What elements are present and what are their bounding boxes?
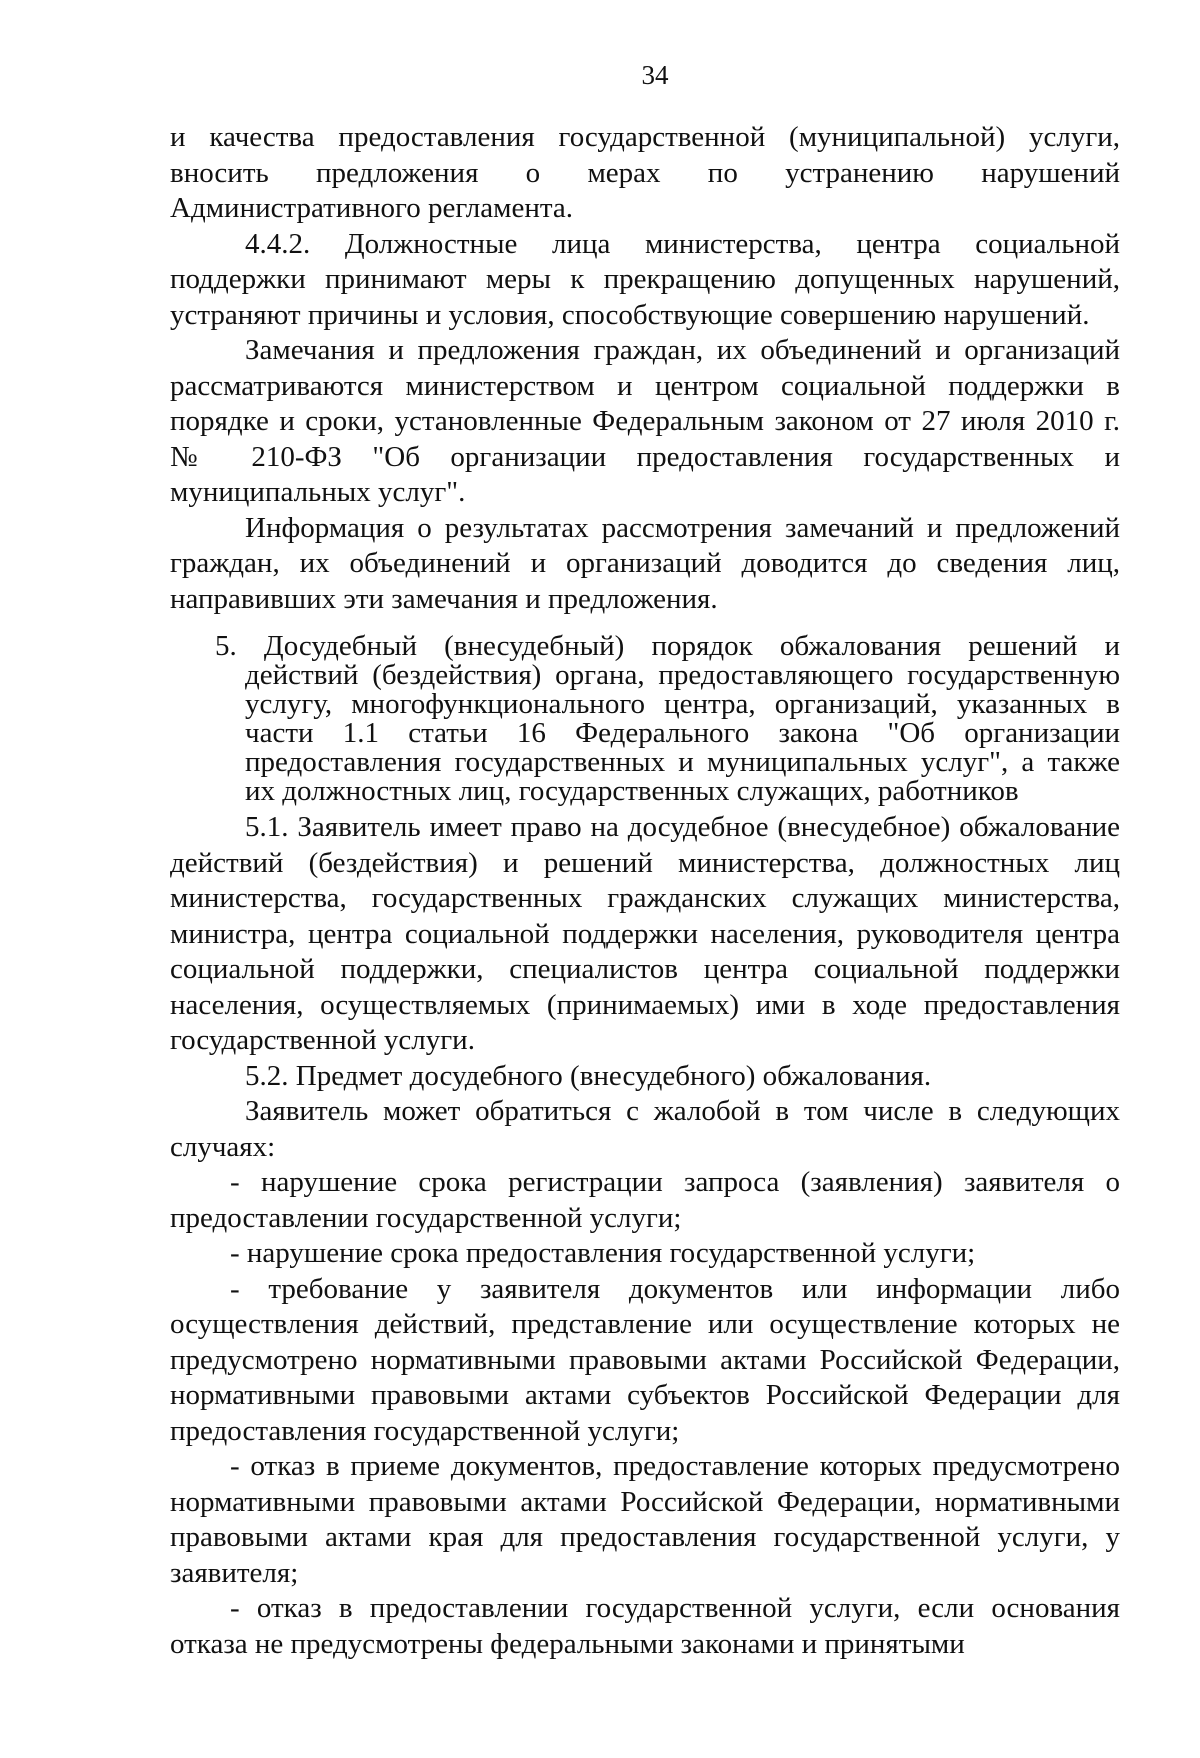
list-item: - отказ в предоставлении государственной услуги, если основания отказа не предусмотрены федеральными законами и принятыми [170,1592,1120,1660]
list-item: - отказ в приеме документов, предоставление которых предусмотрено нормативными правовыми актами Российской Федерации, нормативными правовыми актами края для предоставления государственной услуги, у заявителя; [170,1450,1120,1589]
paragraph-remarks: Замечания и предложения граждан, их объединений и организаций рассматриваются министерством и центром социальной поддержки в порядке и сроки, установленные Федеральным законом от 27 июля 2010 г. № 210-ФЗ "Об организации предоставления государственных и муниципальных услуг". [170,334,1120,508]
paragraph-info: Информация о результатах рассмотрения замечаний и предложений граждан, их объединений и организаций доводится до сведения лиц, направивших эти замечания и предложения. [170,511,1120,615]
paragraph-cases-intro: Заявитель может обратиться с жалобой в том числе в следующих случаях: [170,1095,1120,1163]
list-item: - нарушение срока предоставления государственной услуги; [230,1237,976,1269]
list-item: - требование у заявителя документов или информации либо осуществления действий, представление или осуществление которых не предусмотрено нормативными правовыми актами Российской Федерации, нормативными правовыми актами субъектов Российской Федерации для предоставления государственной услуги; [170,1272,1120,1447]
section-5-heading [215,630,1121,807]
section-4-text [170,120,1120,617]
paragraph-continuation: и качества предоставления государственной (муниципальной) услуги, вносить предложения о мерах по устранению нарушений Административного регламента. [170,121,1120,224]
paragraph-5-2: 5.2. Предмет досудебного (внесудебного) обжалования. [245,1059,932,1092]
paragraph-4-4-2: 4.4.2. Должностные лица министерства, центра социальной поддержки принимают меры к прекращению допущенных нарушений, устраняют причины и условия, способствующие совершению нарушений. [170,227,1120,331]
section-5-heading-text: Досудебный (внесудебный) порядок обжалования решений и действий (бездействия) органа, предоставляющего государственную услугу, многофункционального центра, организаций, указанных в части 1.1 статьи 16 Федерального закона "Об организации предоставления государственных и муниципальных услуг", а также их должностных лиц, государственных служащих, работников [245,630,1121,807]
page-number: 34 [641,60,669,90]
section-5-text [170,810,1120,1662]
list-item: - нарушение срока регистрации запроса (заявления) заявителя о предоставлении государственной услуги; [170,1166,1120,1234]
paragraph-5-1: 5.1. Заявитель имеет право на досудебное (внесудебное) обжалование действий (бездействия) и решений министерства, должностных лиц министерства, государственных гражданских служащих министерства, министра, центра социальной поддержки населения, руководителя центра социальной поддержки, специалистов центра социальной поддержки населения, осуществляемых (принимаемых) ими в ходе предоставления государственной услуги. [170,811,1120,1056]
section-5-heading-number: 5. [215,630,237,662]
